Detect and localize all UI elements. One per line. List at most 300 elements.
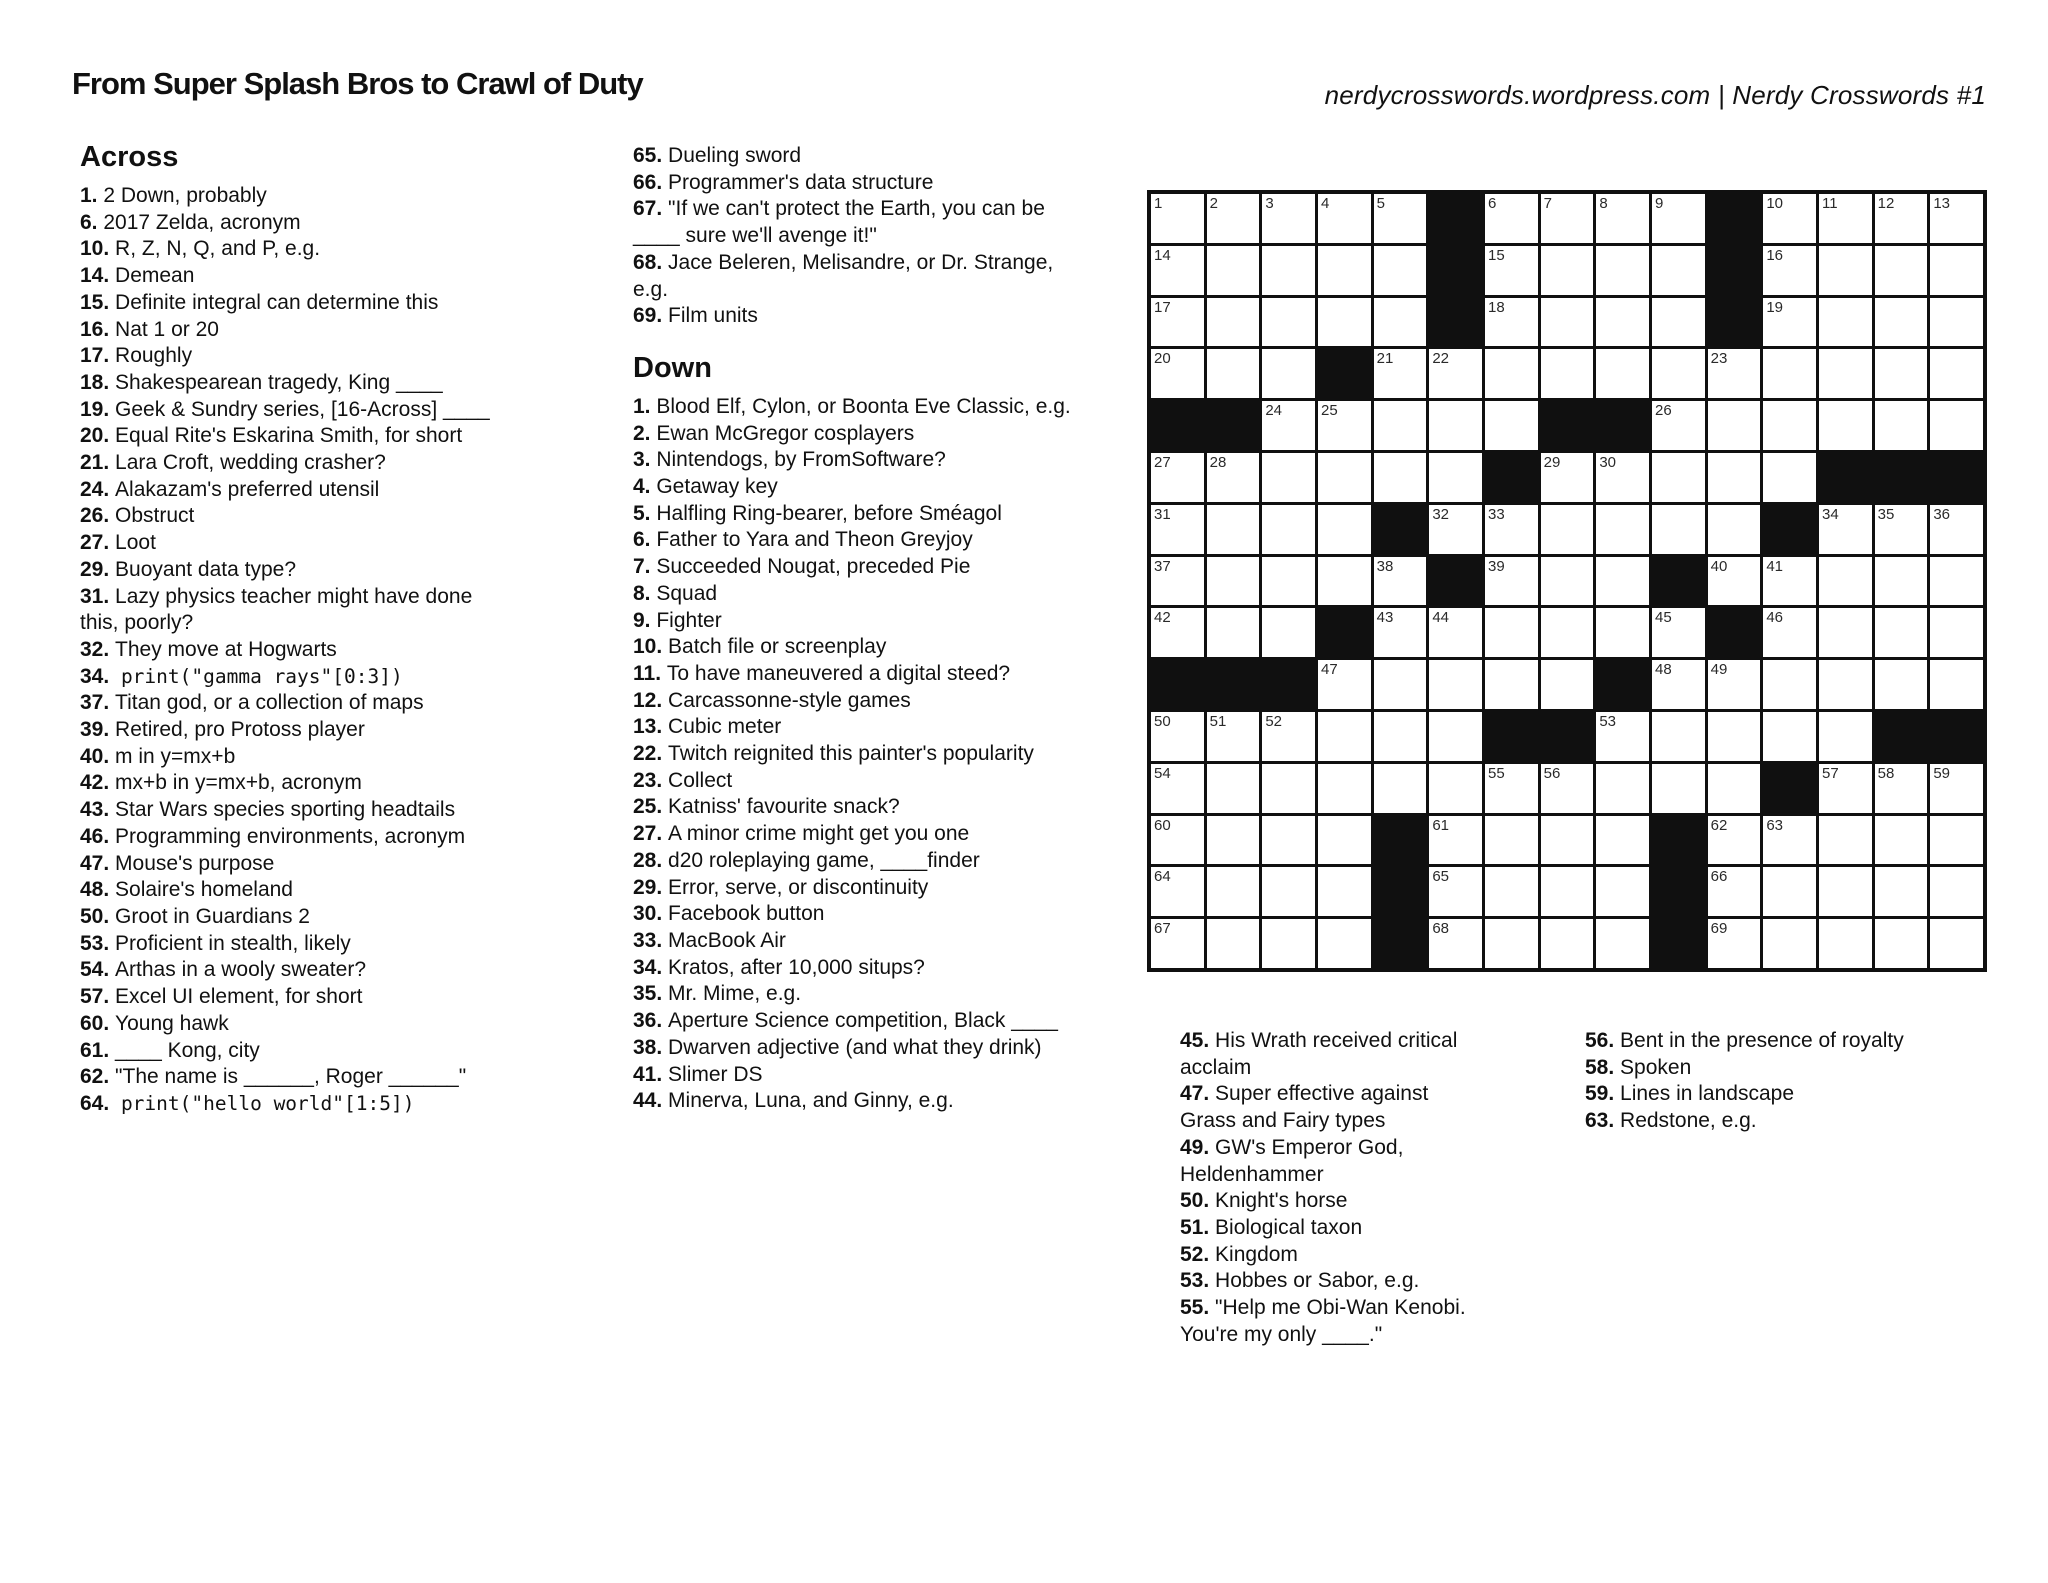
cell-number: 51 [1209,712,1227,730]
grid-cell-black [1374,919,1427,968]
grid-cell [1207,867,1260,916]
grid-cell [1374,764,1427,813]
clue-text: Proficient in stealth, likely [109,931,351,955]
grid-cell [1875,505,1928,554]
down-clue-column-4 [1585,1028,2029,1135]
grid-cell-black [1429,246,1482,295]
clue-text: Squad [650,581,718,605]
grid-cell [1763,919,1816,968]
clue [633,688,1117,715]
clue-text: Katniss' favourite snack? [662,795,900,819]
cell-number: 40 [1710,557,1728,575]
cell-number: 39 [1488,557,1505,575]
grid-cell [1207,298,1260,347]
grid-cell [1318,557,1371,606]
grid-cell [1262,867,1315,916]
clue-text: Kingdom [1209,1242,1298,1266]
grid-cell [1819,816,1872,865]
grid-cell [1763,246,1816,295]
clue-text: Lines in landscape [1614,1082,1794,1106]
clue [80,1091,504,1118]
clue [633,250,1117,277]
clue [633,714,1117,741]
clue [633,768,1117,795]
cell-number: 21 [1376,350,1394,368]
clue-number: 36. [633,1009,663,1033]
clue [80,423,504,450]
grid-cell [1374,298,1427,347]
clue-number: 40. [80,744,110,768]
across-clue-list [80,183,504,1118]
grid-cell [1262,608,1315,657]
clue [633,875,1117,902]
grid-cell [1151,505,1204,554]
grid-cell [1652,764,1705,813]
cell-number: 41 [1766,557,1784,575]
clue [633,661,1117,688]
clue [80,770,504,797]
grid-cell [1819,660,1872,709]
clue-number: 32. [80,637,110,661]
cell-number: 14 [1154,246,1171,264]
grid-cell [1819,557,1872,606]
clue-number: 57. [80,985,110,1009]
grid-cell [1875,608,1928,657]
clue-text: Roughly [109,344,193,368]
clue-number: 47. [1180,1082,1210,1106]
clue [80,957,504,984]
clue-text: Young hawk [109,1011,229,1035]
grid-cell [1207,712,1260,761]
clue [633,394,1117,421]
grid-cell [1708,557,1761,606]
clue [80,1064,504,1091]
cell-number: 49 [1710,661,1728,679]
grid-cell [1485,401,1538,450]
clue [80,530,504,557]
clue-number: 6. [633,528,651,552]
grid-cell [1374,712,1427,761]
grid-cell [1151,298,1204,347]
grid-cell [1819,919,1872,968]
grid-cell [1541,505,1594,554]
grid-cell [1708,349,1761,398]
cell-number: 61 [1432,816,1450,834]
grid-cell [1429,505,1482,554]
clue-number: 29. [633,875,663,899]
grid-cell [1207,764,1260,813]
cell-number: 55 [1488,764,1505,782]
grid-cell [1262,401,1315,450]
clue-text: Lara Croft, wedding crasher? [109,451,386,475]
clue [633,1088,1117,1115]
clue-number: 54. [80,958,110,982]
clue [80,317,504,344]
clue-number: 63. [1585,1109,1615,1133]
grid-cell [1763,194,1816,243]
clue [633,527,1117,554]
clue-text-continuation: this, poorly? [80,611,194,635]
clue-text: Spoken [1614,1055,1692,1079]
clue-number: 56. [1585,1029,1615,1052]
grid-cell [1262,298,1315,347]
cell-number: 50 [1154,712,1171,730]
grid-cell [1708,919,1761,968]
clue-number: 65. [633,144,663,167]
clue-text: Obstruct [109,504,195,528]
clue [633,1035,1117,1062]
grid-cell [1930,557,1983,606]
site-credit: nerdycrosswords.wordpress.com | Nerdy Crosswords #1 [1324,80,1986,110]
clue-number: 34. [80,664,110,688]
cell-number: 34 [1822,505,1839,523]
cell-number: 9 [1655,195,1664,212]
grid-cell [1652,194,1705,243]
cell-number: 12 [1877,195,1895,212]
grid-cell [1596,349,1649,398]
cell-number: 3 [1265,195,1274,212]
clue-number: 44. [633,1089,663,1113]
grid-cell [1708,867,1761,916]
clue-number: 28. [633,848,663,872]
grid-cell-black [1429,298,1482,347]
grid-cell [1708,453,1761,502]
grid-cell [1819,867,1872,916]
clue-number: 14. [80,264,110,288]
clue-number: 19. [80,397,110,421]
grid-cell [1485,505,1538,554]
clue [80,824,504,851]
grid-cell-black [1763,764,1816,813]
grid-cell [1262,816,1315,865]
crossword-grid [1147,190,1987,972]
grid-cell [1930,764,1983,813]
grid-cell [1374,349,1427,398]
cell-number: 43 [1376,609,1394,627]
grid-cell [1207,816,1260,865]
clue-number: 13. [633,715,663,739]
grid-cell-black [1652,816,1705,865]
grid-cell [1708,816,1761,865]
cell-number: 52 [1265,712,1283,730]
grid-cell [1429,919,1482,968]
grid-cell [1318,194,1371,243]
clue [80,690,504,717]
grid-cell [1262,194,1315,243]
grid-cell [1151,919,1204,968]
grid-cell-black [1429,557,1482,606]
clue-number: 24. [80,477,110,501]
grid-cell [1875,919,1928,968]
grid-cell-black [1374,867,1427,916]
cell-number: 2 [1209,195,1218,212]
grid-cell [1652,246,1705,295]
grid-cell-black [1708,246,1761,295]
cell-number: 24 [1265,402,1283,420]
grid-cell [1485,764,1538,813]
clue [1585,1055,2029,1082]
clue [1180,1135,1536,1162]
grid-cell [1262,919,1315,968]
clue [633,981,1117,1008]
grid-cell [1652,608,1705,657]
grid-cell [1429,816,1482,865]
grid-cell [1875,194,1928,243]
grid-cell [1596,453,1649,502]
clue-text: Error, serve, or discontinuity [662,875,929,899]
clue [80,290,504,317]
clue-number: 47. [80,851,110,875]
grid-cell [1485,349,1538,398]
grid-cell [1151,349,1204,398]
clue [633,501,1117,528]
grid-cell [1151,712,1204,761]
clue-number: 26. [80,504,110,528]
grid-cell-black [1207,401,1260,450]
grid-cell [1485,816,1538,865]
grid-cell [1875,401,1928,450]
grid-cell-black [1541,401,1594,450]
clue [633,901,1117,928]
clue-number: 61. [80,1038,110,1062]
grid-cell [1763,453,1816,502]
grid-cell [1485,194,1538,243]
clue-text: Getaway key [650,475,778,499]
clue [80,503,504,530]
grid-cell [1429,660,1482,709]
clue-number: 1. [80,184,98,207]
grid-cell-black [1930,453,1983,502]
grid-cell [1819,608,1872,657]
clue-number: 69. [633,304,663,328]
clue [633,608,1117,635]
clue-number: 38. [633,1035,663,1059]
grid-cell [1207,919,1260,968]
grid-cell-black [1429,194,1482,243]
clue [80,1011,504,1038]
grid-cell [1318,453,1371,502]
clue [633,196,1117,223]
grid-cell-black [1151,401,1204,450]
grid-cell [1374,453,1427,502]
cell-number: 7 [1543,195,1552,212]
clue [633,741,1117,768]
clue [80,797,504,824]
grid-cell [1596,246,1649,295]
clue-text: Loot [109,531,156,555]
grid-cell [1875,349,1928,398]
clue-text: Father to Yara and Theon Greyjoy [650,528,973,552]
grid-cell [1429,349,1482,398]
cell-number: 63 [1766,816,1784,834]
grid-cell [1485,298,1538,347]
grid-cell [1151,867,1204,916]
clue-number: 53. [1180,1269,1210,1293]
clue-text: 2 Down, probably [97,184,267,207]
middle-column [633,143,1117,1115]
grid-cell [1930,298,1983,347]
grid-cell [1374,660,1427,709]
cell-number: 8 [1599,195,1608,212]
cell-number: 13 [1933,195,1951,212]
grid-cell [1596,712,1649,761]
clue [80,343,504,370]
clue-text: Lazy physics teacher might have done [109,584,473,608]
grid-cell [1151,557,1204,606]
clue [80,477,504,504]
clue-number: 50. [80,904,110,928]
grid-cell [1541,349,1594,398]
clue-text: "Help me Obi-Wan Kenobi. [1209,1296,1466,1320]
clue-text: "If we can't protect the Earth, you can be [662,197,1045,221]
grid-cell [1763,298,1816,347]
clue-number: 20. [80,424,110,448]
clue-text: Jace Beleren, Melisandre, or Dr. Strange, [662,250,1054,274]
grid-cell [1652,349,1705,398]
clue-number: 10. [633,635,663,659]
clue-number: 52. [1180,1242,1210,1266]
grid-cell [1541,867,1594,916]
clue-text: Biological taxon [1209,1215,1363,1239]
clue-text: Film units [662,304,758,328]
cell-number: 27 [1154,453,1171,471]
clue-number: 18. [80,370,110,394]
grid-cell [1819,712,1872,761]
grid-cell [1708,401,1761,450]
clue [80,717,504,744]
cell-number: 19 [1766,298,1784,316]
grid-cell [1485,608,1538,657]
grid-cell [1151,246,1204,295]
grid-cell [1541,608,1594,657]
grid-cell-black [1708,194,1761,243]
grid-cell [1318,401,1371,450]
grid-cell [1930,816,1983,865]
cell-number: 29 [1543,453,1561,471]
cell-number: 69 [1710,920,1728,938]
grid-cell [1541,298,1594,347]
clue [80,637,504,664]
clue [1585,1028,2029,1055]
clue [633,848,1117,875]
grid-cell-black [1930,712,1983,761]
grid-cell [1596,608,1649,657]
clue-text: Alakazam's preferred utensil [109,477,380,501]
clue-text: Arthas in a wooly sweater? [109,958,366,982]
grid-cell [1318,505,1371,554]
clue-text: Mouse's purpose [109,851,275,875]
grid-cell [1541,557,1594,606]
grid-cell [1318,298,1371,347]
clue-number: 55. [1180,1296,1210,1320]
grid-cell [1151,608,1204,657]
clue-text: Retired, pro Protoss player [109,718,365,742]
grid-cell [1541,453,1594,502]
clue-number: 15. [80,290,110,314]
clue-text: Shakespearean tragedy, King ____ [109,370,443,394]
clue [633,554,1117,581]
clue-text: Cubic meter [662,715,782,739]
clue [80,984,504,1011]
grid-cell [1207,608,1260,657]
clue-number: 42. [80,771,110,795]
grid-cell [1207,505,1260,554]
grid-cell [1708,764,1761,813]
cell-number: 6 [1488,195,1497,212]
grid-cell [1875,557,1928,606]
cell-number: 17 [1154,298,1171,316]
grid-cell [1875,246,1928,295]
grid-cell [1207,194,1260,243]
clue-text: Carcassonne-style games [662,688,911,712]
clue-text: Excel UI element, for short [109,985,363,1009]
clue-text: Redstone, e.g. [1614,1109,1757,1133]
grid-cell [1596,764,1649,813]
grid-cell-black [1652,919,1705,968]
clue-text: m in y=mx+b [109,744,236,768]
cell-number: 46 [1766,609,1784,627]
cell-number: 32 [1432,505,1450,523]
cell-number: 1 [1154,195,1163,212]
cell-number: 11 [1822,195,1838,212]
clue-text: Solaire's homeland [109,878,293,902]
clue-number: 9. [633,608,651,632]
grid-cell-black [1596,401,1649,450]
clue-number: 53. [80,931,110,955]
clue-number: 43. [80,798,110,822]
cell-number: 48 [1655,661,1672,679]
clue [633,303,1117,330]
grid-cell [1374,401,1427,450]
grid-cell [1485,246,1538,295]
grid-cell [1318,919,1371,968]
grid-cell-black [1708,608,1761,657]
clue-number: 5. [633,501,651,525]
clue-number: 67. [633,197,663,221]
down-clue-list [633,394,1117,1115]
grid-cell [1262,453,1315,502]
clue-number: 64. [80,1091,110,1115]
clue-text: Blood Elf, Cylon, or Boonta Eve Classic, e.g. [650,394,1071,418]
cell-number: 4 [1321,195,1330,212]
grid-cell-black [1262,660,1315,709]
grid-cell-black [1541,712,1594,761]
clue [80,584,504,611]
clue-number: 1. [633,394,651,418]
grid-cell-black [1318,608,1371,657]
clue-text: GW's Emperor God, [1209,1135,1404,1159]
grid-cell [1763,401,1816,450]
grid-cell [1930,660,1983,709]
clue-text: print("gamma rays"[0:3]) [109,664,403,688]
clue-text-continuation: Grass and Fairy types [1180,1109,1386,1133]
clue-text: Hobbes or Sabor, e.g. [1209,1269,1420,1293]
clue-text: Nat 1 or 20 [109,317,219,341]
grid-cell [1875,764,1928,813]
clue [633,794,1117,821]
grid-cell [1262,712,1315,761]
grid-cell [1763,712,1816,761]
clue-number: 3. [633,448,651,472]
clue-number: 22. [633,742,663,766]
grid-cell [1763,867,1816,916]
grid-cell [1596,194,1649,243]
clue-number: 6. [80,210,98,234]
grid-cell [1429,867,1482,916]
clue-text: Definite integral can determine this [109,290,439,314]
clue-number: 21. [80,451,110,475]
clue-text: d20 roleplaying game, ____finder [662,848,980,872]
